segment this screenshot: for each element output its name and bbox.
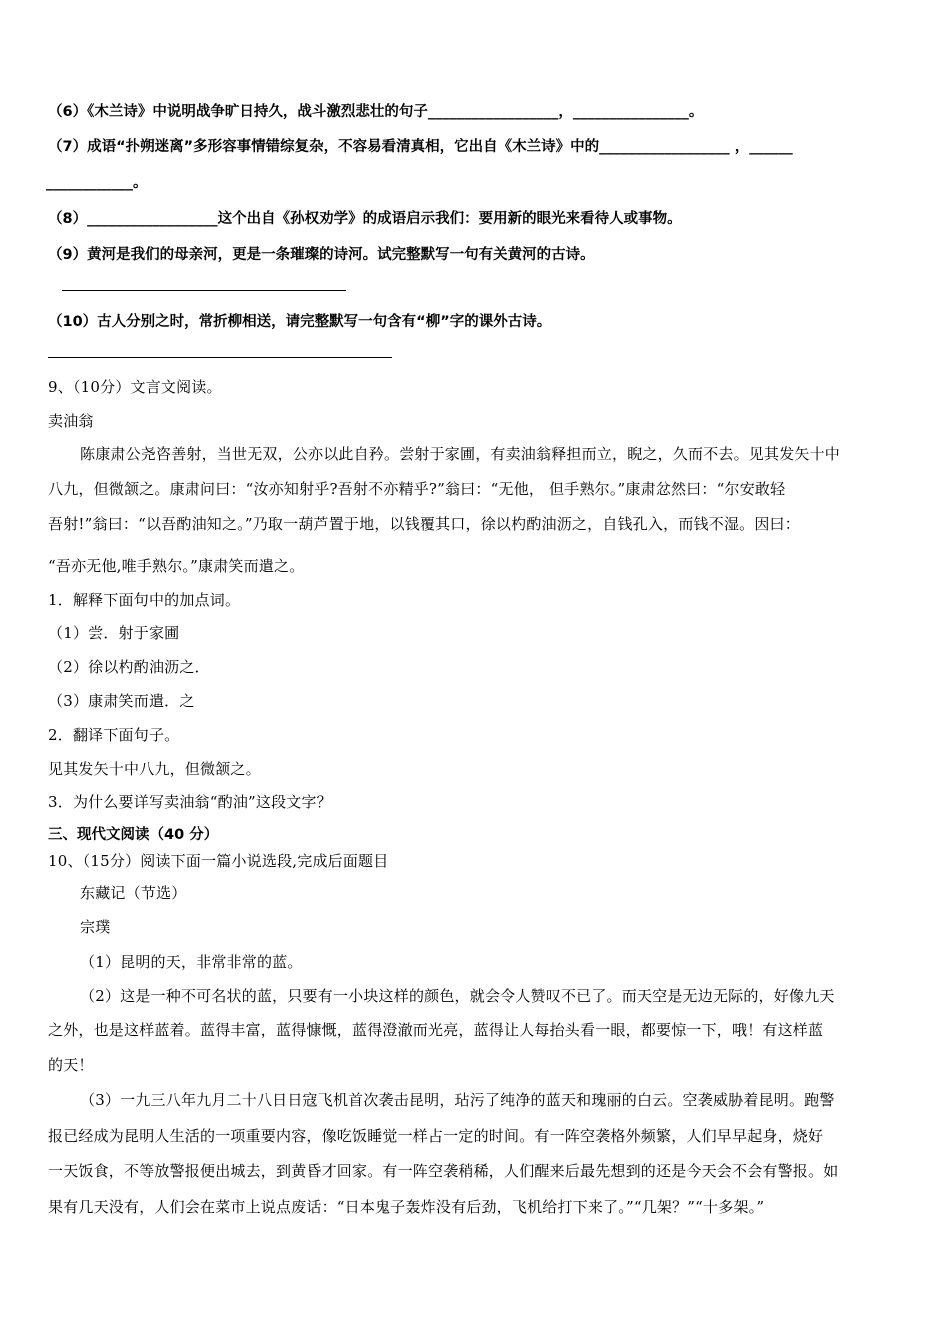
- passage-line: 吾射!”翁曰：“以吾酌油知之。”乃取一葫芦置于地，以钱覆其口，徐以杓酌油沥之，自钱孔入，而钱不湿。因曰：: [48, 515, 800, 533]
- story-paragraph: 的天！: [48, 1056, 94, 1074]
- section-10-heading: 10、（15分）阅读下面一篇小说选段,完成后面题目: [48, 852, 389, 870]
- story-author: 宗璞: [80, 918, 111, 936]
- section-9-heading: 9、（10分）文言文阅读。: [48, 378, 222, 396]
- story-paragraph: 一天饭食，不等放警报便出城去，到黄昏才回家。有一阵空袭稍稀，人们醒来后最先想到的还是今天会不会有警报。如: [48, 1162, 839, 1180]
- question-9: （9）黄河是我们的母亲河，更是一条璀璨的诗河。试完整默写一句有关黄河的古诗。: [48, 247, 595, 263]
- answer-line-9: [62, 290, 346, 291]
- sub-question-1-item-3: （3）康肃笑而遣．之: [48, 692, 195, 710]
- question-10: （10）古人分别之时，常折柳相送，请完整默写一句含有“柳”字的课外古诗。: [48, 314, 552, 330]
- passage-line: 八九，但微颔之。康肃问曰：“汝亦知射乎?吾射不亦精乎?”翁曰：“无他， 但手熟尔。”康肃忿然曰：“尔安敢轻: [48, 480, 786, 498]
- answer-line-10: [48, 357, 392, 358]
- story-paragraph: （2）这是一种不可名状的蓝，只要有一小块这样的颜色，就会令人赞叹不已了。而天空是无边无际的，好像九天: [80, 987, 835, 1005]
- story-paragraph: （3）一九三八年九月二十八日日寇飞机首次袭击昆明，玷污了纯净的蓝天和瑰丽的白云。空袭威胁着昆明。跑警: [80, 1091, 835, 1109]
- passage-line: 陈康肃公尧咨善射，当世无双，公亦以此自矜。尝射于家圃，有卖油翁释担而立，睨之，久而不去。见其发矢十中: [80, 445, 841, 463]
- question-7: （7）成语“扑朔迷离”多形容事情错综复杂，不容易看清真相，它出自《木兰诗》中的__________________ ，______: [48, 139, 793, 155]
- sub-question-2-sentence: 见其发矢十中八九，但微颔之。: [48, 760, 261, 778]
- passage-line: “吾亦无他,唯手熟尔。”康肃笑而遣之。: [48, 557, 305, 575]
- sub-question-2: 2．翻译下面句子。: [48, 726, 180, 744]
- question-8: （8）__________________这个出自《孙权劝学》的成语启示我们：要用新的眼光来看待人或事物。: [48, 211, 682, 227]
- sub-question-1-item-2: （2）徐以杓酌油沥之．: [48, 658, 210, 676]
- story-paragraph: 报已经成为昆明人生活的一项重要内容，像吃饭睡觉一样占一定的时间。有一阵空袭格外频繁，人们早早起身，烧好: [48, 1127, 824, 1145]
- section-9-title: 卖油翁: [48, 412, 94, 430]
- sub-question-3: 3．为什么要详写卖油翁“酌油”这段文字？: [48, 793, 332, 811]
- story-paragraph: （1）昆明的天，非常非常的蓝。: [80, 953, 303, 971]
- question-6: （6）《木兰诗》中说明战争旷日持久，战斗激烈悲壮的句子__________________，________________。: [48, 104, 704, 120]
- story-paragraph: 果有几天没有，人们会在菜市上说点废话：“日本鬼子轰炸没有后劲，飞机给打下来了。”“几架？”“十多架。”: [48, 1198, 765, 1216]
- sub-question-1-item-1: （1）尝．射于家圃: [48, 624, 180, 642]
- sub-question-1: 1．解释下面句中的加点词。: [48, 591, 241, 609]
- story-paragraph: 之外，也是这样蓝着。蓝得丰富，蓝得慷慨，蓝得澄澈而光亮，蓝得让人每抬头看一眼，都要惊一下，哦！有这样蓝: [48, 1021, 824, 1039]
- story-title: 东藏记（节选）: [80, 884, 187, 902]
- question-7-continued: ____________。: [46, 175, 148, 191]
- section-3-heading: 三、现代文阅读（40 分）: [48, 827, 219, 843]
